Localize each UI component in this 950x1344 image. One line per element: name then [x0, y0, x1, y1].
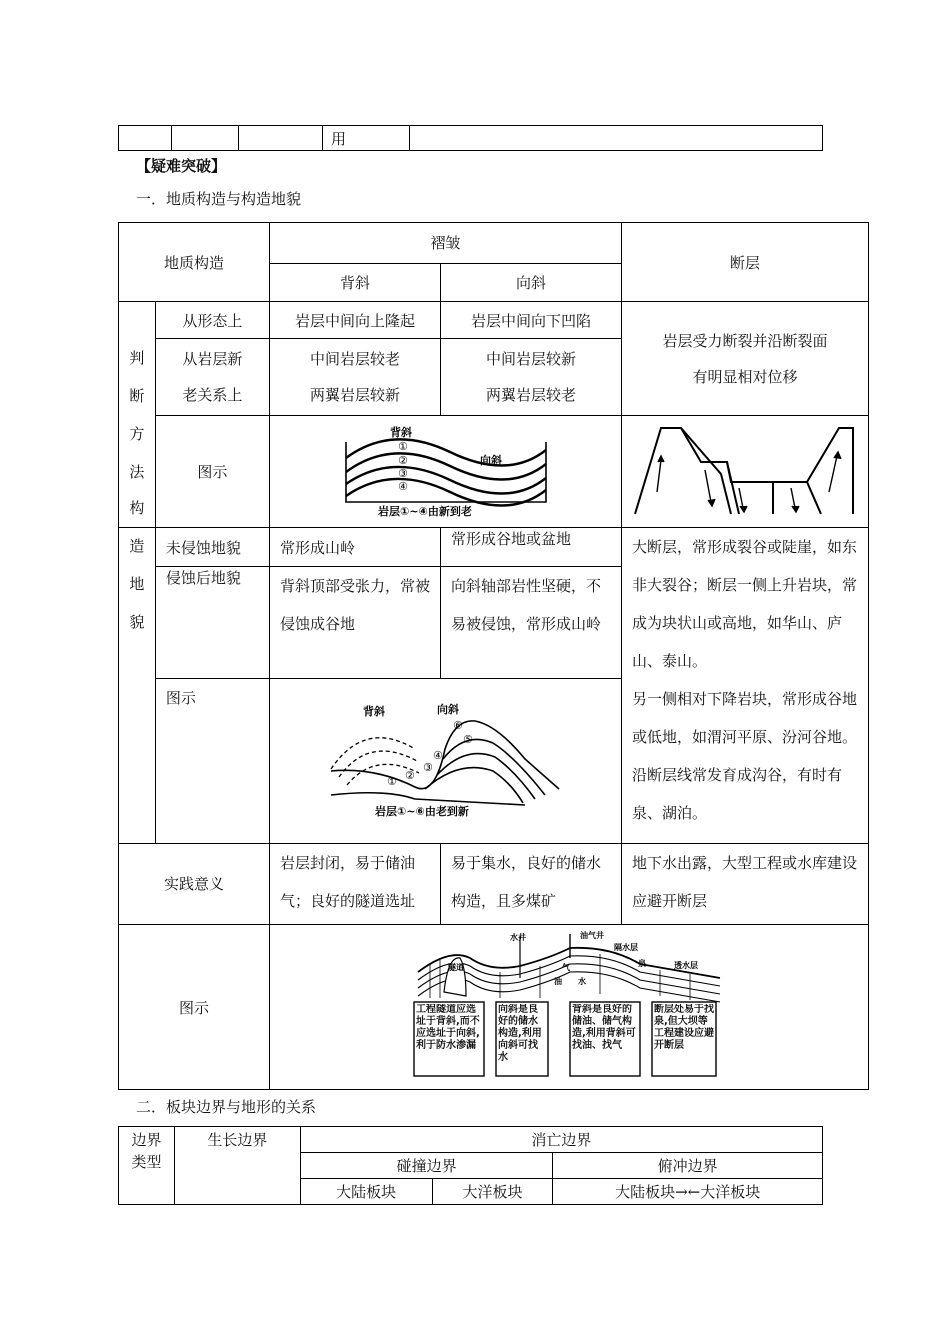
subduction-zone: 消亡边界: [300, 1127, 822, 1153]
top-cell-1: [119, 126, 172, 151]
continental-plate: 大陆板块: [300, 1179, 432, 1205]
erosion-diag-n6: ⑥: [453, 718, 464, 732]
form-label: 从形态上: [155, 302, 269, 339]
section-heading: 【疑难突破】: [136, 157, 227, 175]
fold-diag-anticline: 背斜: [390, 425, 413, 439]
pd-box1: 工程隧道应选址于背斜,而不应选址于向斜,利于防水渗漏: [415, 1004, 480, 1052]
pd-water: 水: [577, 977, 586, 987]
pd-box3: 背斜是良好的储油、储气构造,利用背斜可找油、找气: [571, 1004, 636, 1052]
continental-oceanic: 大陆板块→←大洋板块: [553, 1179, 823, 1205]
top-table: [118, 125, 823, 151]
age-anticline-1: 中间岩层较老: [309, 350, 400, 369]
header-fold: 褶皱: [269, 223, 621, 264]
erosion-diag-n5: ⑤: [463, 732, 474, 746]
practice-label: 实践意义: [119, 843, 270, 924]
pd-oil-well: 油气井: [579, 931, 604, 941]
pd-gas: 气: [561, 963, 570, 973]
erosion-diag-n1: ①: [387, 774, 398, 788]
structure-table: [118, 222, 869, 1090]
practice-anticline: 岩层封闭，易于储油气；良好的隧道选址: [269, 843, 440, 924]
erosion-diag-n3: ③: [423, 760, 434, 774]
age-label-1: 从岩层新: [182, 350, 243, 369]
diagram-label-3: 图示: [119, 925, 270, 1090]
form-syncline: 岩层中间向下凹陷: [440, 302, 621, 339]
fault-landform-text-2: 另一侧相对下降岩块，常形成谷地或低地，如渭河平原、汾河谷地。沿断层线常发育成沟谷，有时有泉、湖泊。: [631, 690, 857, 823]
age-syncline-1: 中间岩层较新: [485, 350, 576, 369]
eroded-anticline: 背斜顶部受张力，常被侵蚀成谷地: [269, 566, 440, 678]
top-cell-4: 用: [323, 126, 410, 151]
collision-boundary: 碰撞边界: [300, 1153, 553, 1179]
header-syncline: 向斜: [440, 263, 621, 302]
erosion-diag-syncline: 向斜: [437, 702, 460, 716]
age-anticline-2: 两翼岩层较新: [309, 386, 400, 405]
fold-diag-n4: ④: [398, 479, 409, 493]
erosion-diagram-cell: [269, 678, 621, 843]
diagram-label-2: 图示: [155, 678, 269, 843]
fault-landform-text-1: 大断层，常形成裂谷或陡崖，如东非大裂谷；断层一侧上升岩块，常成为块状山或高地，如华山、庐山、泰山。: [631, 538, 857, 671]
fault-desc: [621, 302, 868, 416]
section1-title: 一．地质构造与构造地貌: [136, 190, 302, 208]
landform-label-cell: [119, 499, 156, 843]
header-fault: 断层: [621, 223, 868, 302]
fold-diagram-cell: [269, 416, 621, 528]
fold-diag-n1: ①: [398, 439, 409, 453]
fold-diag-syncline: 向斜: [480, 453, 503, 467]
pd-spring: 泉: [637, 959, 646, 969]
erosion-diag-n4: ④: [433, 748, 444, 762]
fold-diag-n3: ③: [398, 466, 409, 480]
erosion-diag-n2: ②: [405, 768, 416, 782]
header-structure: 地质构造: [119, 223, 270, 302]
eroded-syncline: 向斜轴部岩性坚硬，不易被侵蚀，常形成山岭: [440, 566, 621, 678]
age-syncline: [440, 338, 621, 415]
top-cell-2: [172, 126, 239, 151]
practice-diagram-cell: [269, 925, 868, 1090]
growth-boundary: 生长边界: [174, 1127, 300, 1205]
erosion-diag-anticline: 背斜: [363, 704, 386, 718]
boundary-type: [119, 1127, 175, 1205]
fold-diagram: [340, 422, 550, 518]
practice-syncline: 易于集水，良好的储水构造，且多煤矿: [440, 843, 621, 924]
practice-diagram: [270, 928, 868, 1086]
age-label-2: 老关系上: [182, 386, 243, 405]
oceanic-plate: 大洋板块: [432, 1179, 553, 1205]
age-anticline: [269, 338, 440, 415]
plate-table: [118, 1126, 823, 1205]
landform-label: 构造地貌: [129, 499, 145, 632]
age-label: [155, 338, 269, 415]
uneroded-anticline: 常形成山岭: [269, 528, 440, 567]
fault-landform: [621, 528, 868, 843]
pd-box2: 向斜是良好的储水构造,利用向斜可找水: [497, 1004, 542, 1064]
uneroded-label: 未侵蚀地貌: [155, 528, 269, 567]
erosion-diagram: [325, 699, 565, 819]
pd-aquiclude: 隔水层: [613, 943, 638, 953]
pd-oil: 油: [553, 977, 562, 987]
diagram-label-1: 图示: [155, 416, 269, 528]
fault-desc-line-1: 岩层受力断裂并沿断裂面: [662, 331, 828, 350]
section2-title: 二．板块边界与地形的关系: [136, 1098, 317, 1116]
practice-fault: 地下水出露，大型工程或水库建设应避开断层: [621, 843, 868, 924]
fault-desc-line-2: 有明显相对位移: [692, 367, 798, 386]
form-anticline: 岩层中间向上隆起: [269, 302, 440, 339]
fault-diagram-cell: [621, 416, 868, 528]
pd-aquifer: 透水层: [673, 961, 698, 971]
age-syncline-2: 两翼岩层较老: [485, 386, 576, 405]
fold-diag-caption: 岩层①~④由新到老: [378, 504, 473, 518]
subduction-boundary: 俯冲边界: [553, 1153, 823, 1179]
judge-label: 判断方法: [129, 348, 145, 481]
top-cell-5: [410, 126, 823, 151]
uneroded-syncline: 常形成谷地或盆地: [440, 528, 621, 567]
pd-box4: 断层处易于找泉,但大坝等工程建设应避开断层: [653, 1004, 714, 1052]
fault-diagram: [631, 422, 859, 518]
fold-diag-n2: ②: [398, 453, 409, 467]
header-anticline: 背斜: [269, 263, 440, 302]
eroded-label: 侵蚀后地貌: [155, 566, 269, 678]
boundary-type-label: 边界类型: [131, 1131, 162, 1171]
erosion-diag-caption: 岩层①~⑥由老到新: [375, 804, 470, 818]
pd-well: 水井: [509, 933, 526, 943]
top-cell-3: [239, 126, 323, 151]
pd-tunnel: 隧道: [447, 963, 464, 973]
